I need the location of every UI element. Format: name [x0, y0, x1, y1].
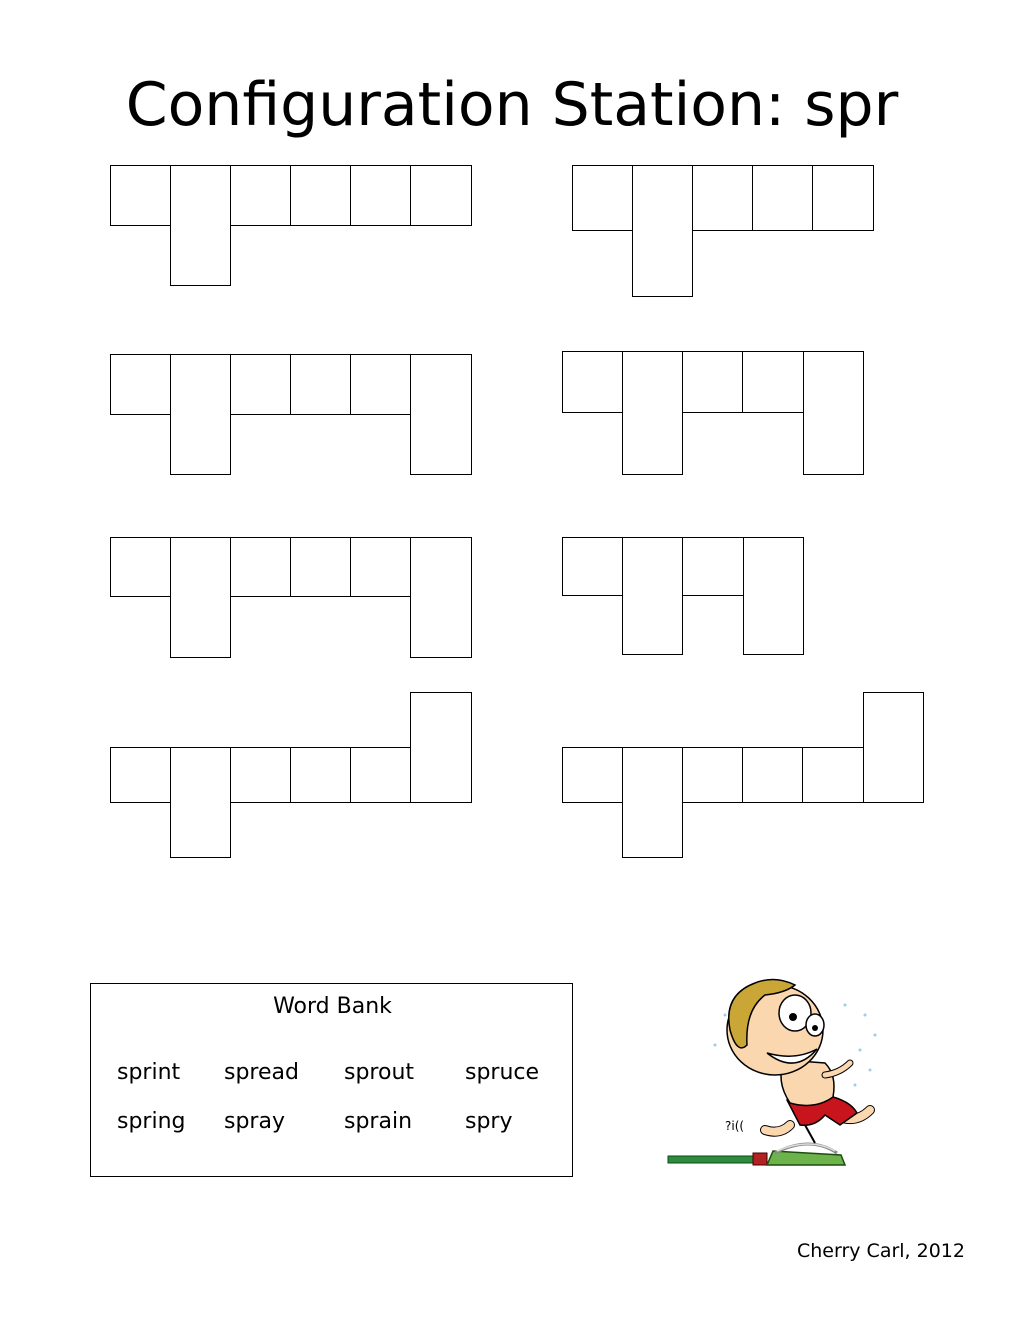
letter-box[interactable] — [230, 165, 291, 226]
word-bank-word: spry — [465, 1109, 513, 1134]
letter-box[interactable] — [742, 351, 804, 413]
letter-box[interactable] — [350, 165, 411, 226]
letter-box[interactable] — [622, 351, 683, 475]
letter-box[interactable] — [290, 537, 351, 597]
letter-box[interactable] — [170, 165, 231, 286]
letter-box[interactable] — [110, 354, 171, 415]
word-bank-word: sprain — [344, 1109, 413, 1134]
letter-box[interactable] — [110, 747, 171, 803]
letter-box[interactable] — [410, 692, 472, 803]
letter-box[interactable] — [632, 165, 693, 297]
letter-box[interactable] — [110, 165, 171, 226]
word-bank-title: Word Bank — [273, 994, 392, 1019]
word-bank — [90, 983, 573, 1177]
letter-box[interactable] — [410, 165, 472, 226]
word-bank-word: spray — [224, 1109, 285, 1134]
letter-box[interactable] — [170, 354, 231, 475]
letter-box[interactable] — [682, 747, 743, 803]
word-bank-word: sprout — [344, 1060, 415, 1085]
letter-box[interactable] — [562, 747, 623, 803]
author-credit: Cherry Carl, 2012 — [796, 1240, 965, 1262]
letter-box[interactable] — [410, 354, 472, 475]
letter-box[interactable] — [170, 537, 231, 658]
letter-box[interactable] — [410, 537, 472, 658]
letter-box[interactable] — [230, 354, 291, 415]
letter-box[interactable] — [350, 747, 411, 803]
letter-box[interactable] — [803, 351, 864, 475]
letter-box[interactable] — [742, 747, 803, 803]
letter-box[interactable] — [692, 165, 753, 231]
word-bank-word: sprint — [117, 1060, 181, 1085]
letter-box[interactable] — [110, 537, 171, 597]
letter-box[interactable] — [290, 354, 351, 415]
letter-box[interactable] — [350, 354, 411, 415]
letter-box[interactable] — [350, 537, 411, 597]
letter-box[interactable] — [230, 537, 291, 597]
letter-box[interactable] — [682, 351, 743, 413]
letter-box[interactable] — [170, 747, 231, 858]
letter-box[interactable] — [682, 537, 744, 596]
letter-box[interactable] — [562, 537, 623, 596]
letter-box[interactable] — [743, 537, 804, 655]
letter-box[interactable] — [622, 747, 683, 858]
letter-box[interactable] — [290, 747, 351, 803]
letter-box[interactable] — [230, 747, 291, 803]
letter-box[interactable] — [622, 537, 683, 655]
page-title: Configuration Station: spr — [125, 70, 899, 140]
letter-box[interactable] — [863, 692, 924, 803]
word-bank-word: spring — [117, 1109, 186, 1134]
word-bank-word: spread — [224, 1060, 299, 1085]
letter-box[interactable] — [290, 165, 351, 226]
svg-text:?i((: ?i(( — [725, 1119, 745, 1133]
letter-box[interactable] — [812, 165, 874, 231]
letter-box[interactable] — [802, 747, 864, 803]
letter-box[interactable] — [572, 165, 633, 231]
letter-box[interactable] — [562, 351, 623, 413]
letter-box[interactable] — [752, 165, 813, 231]
boy-running-through-sprinkler-icon — [665, 975, 885, 1175]
word-bank-word: spruce — [465, 1060, 540, 1085]
